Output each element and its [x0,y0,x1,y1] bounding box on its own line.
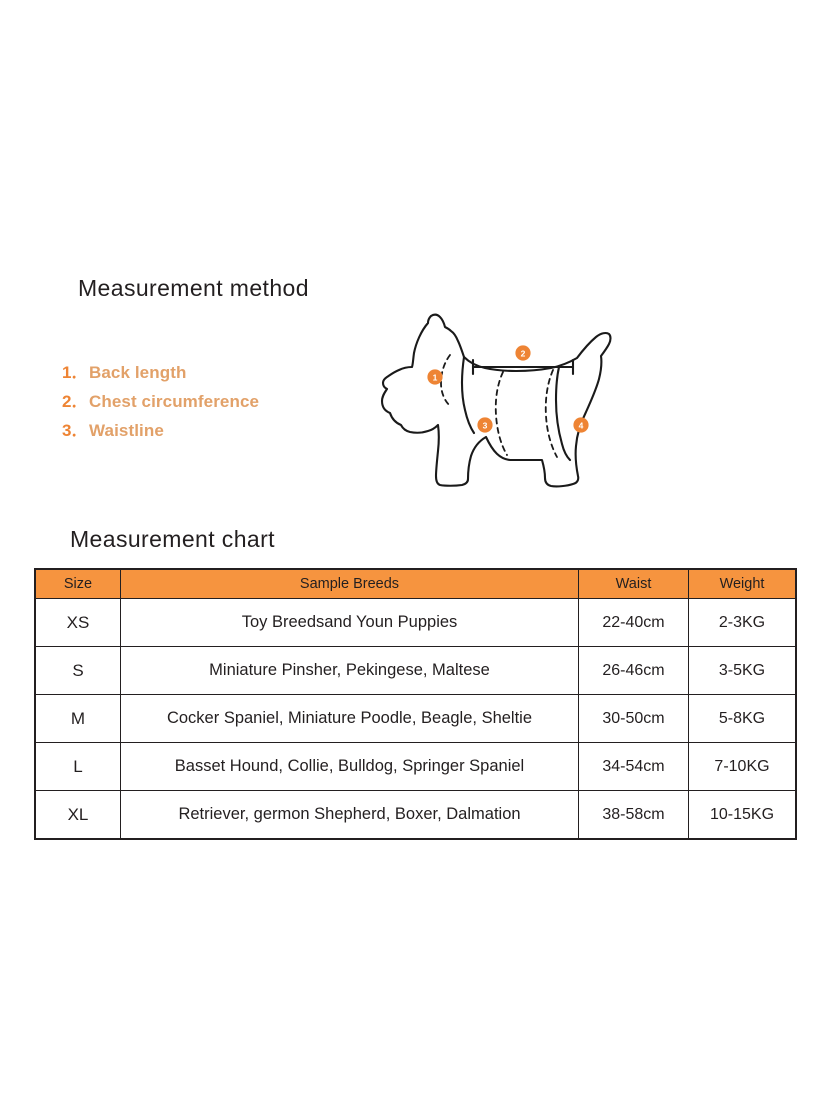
dog-outline-icon [370,300,650,500]
cell-size: L [36,743,121,791]
table-row [36,743,796,791]
table-row [36,791,796,839]
method-item-number: 3． [62,421,89,440]
method-item-number: 2． [62,392,89,411]
diagram-marker-1 [427,369,442,384]
marker-2-label: 2 [520,348,526,359]
table-row [36,695,796,743]
table-row [36,599,796,647]
marker-1-label: 1 [432,372,438,383]
dog-measurement-diagram [370,300,650,500]
cell-breeds: Retriever, germon Shepherd, Boxer, Dalmation [121,791,579,839]
column-header-size: Size [36,570,121,599]
method-item-number: 1． [62,363,89,382]
measurement-method-list [62,358,362,445]
cell-size: XL [36,791,121,839]
method-list-item-3 [62,416,362,445]
marker-4-label: 4 [578,420,584,431]
cell-waist: 26-46cm [579,647,689,695]
measurement-method-title: Measurement method [78,275,309,301]
column-header-waist: Waist [579,570,689,599]
column-header-weight: Weight [689,570,796,599]
method-list-item-1 [62,358,362,387]
diagram-marker-2 [515,345,530,360]
cell-waist: 34-54cm [579,743,689,791]
cell-weight: 5-8KG [689,695,796,743]
cell-size: S [36,647,121,695]
column-header-breeds: Sample Breeds [121,570,579,599]
table-row [36,647,796,695]
diagram-marker-3 [477,417,492,432]
cell-waist: 30-50cm [579,695,689,743]
cell-waist: 38-58cm [579,791,689,839]
cell-weight: 2-3KG [689,599,796,647]
diagram-marker-4 [573,417,588,432]
method-list-item-2 [62,387,362,416]
cell-breeds: Toy Breedsand Youn Puppies [121,599,579,647]
method-item-label: Chest circumference [89,392,260,411]
method-item-label: Back length [89,363,187,382]
cell-breeds: Cocker Spaniel, Miniature Poodle, Beagle, Sheltie [121,695,579,743]
table-header-row [36,570,796,599]
cell-size: M [36,695,121,743]
measurement-chart-table [35,569,796,839]
cell-breeds: Miniature Pinsher, Pekingese, Maltese [121,647,579,695]
cell-size: XS [36,599,121,647]
cell-weight: 7-10KG [689,743,796,791]
cell-waist: 22-40cm [579,599,689,647]
cell-breeds: Basset Hound, Collie, Bulldog, Springer Spaniel [121,743,579,791]
marker-3-label: 3 [482,420,488,431]
cell-weight: 10-15KG [689,791,796,839]
measurement-chart-title: Measurement chart [70,526,275,552]
method-item-label: Waistline [89,421,164,440]
cell-weight: 3-5KG [689,647,796,695]
